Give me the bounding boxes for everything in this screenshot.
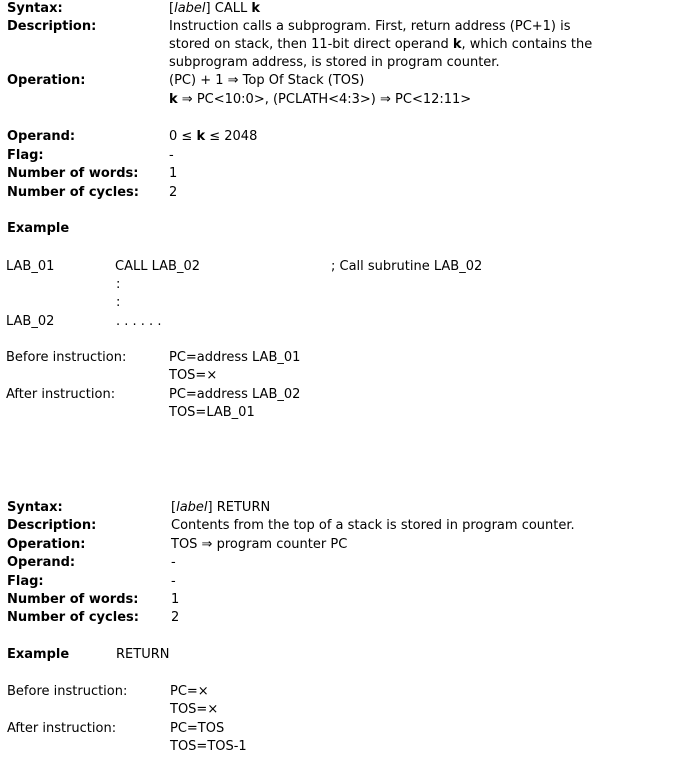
call-words-value: 1	[169, 166, 178, 181]
return-before-line1: PC=×	[170, 684, 209, 699]
call-flag-label: Flag:	[7, 148, 44, 163]
call-before-line2: TOS=×	[169, 368, 218, 383]
call-example-heading: Example	[7, 221, 70, 236]
call-words-label: Number of words:	[7, 166, 139, 181]
return-after-line1: PC=TOS	[170, 721, 225, 736]
call-after-line2: TOS=LAB_01	[169, 405, 255, 420]
call-operation-line2: k ⇒ PC<10:0>, (PCLATH<4:3>) ⇒ PC<12:11>	[169, 92, 472, 107]
call-description-line2: stored on stack, then 11-bit direct operand k, which contains the	[169, 37, 593, 52]
call-cycles-value: 2	[169, 185, 178, 200]
return-before-label: Before instruction:	[7, 684, 128, 699]
return-flag-value: -	[171, 574, 176, 589]
call-description-line1: Instruction calls a subprogram. First, return address (PC+1) is	[169, 19, 571, 34]
code-label-lab01: LAB_01	[6, 259, 55, 274]
return-example-instr: RETURN	[116, 647, 170, 662]
return-cycles-value: 2	[171, 610, 180, 625]
call-syntax-label: Syntax:	[7, 1, 63, 16]
return-after-label: After instruction:	[7, 721, 117, 736]
return-operand-label: Operand:	[7, 555, 76, 570]
call-operand-value: 0 ≤ k ≤ 2048	[169, 129, 258, 144]
label-word: label	[176, 500, 208, 515]
code-label-lab02: LAB_02	[6, 314, 55, 329]
return-syntax-label: Syntax:	[7, 500, 63, 515]
return-words-value: 1	[171, 592, 180, 607]
return-flag-label: Flag:	[7, 574, 44, 589]
call-before-line1: PC=address LAB_01	[169, 350, 301, 365]
call-flag-value: -	[169, 148, 174, 163]
call-after-line1: PC=address LAB_02	[169, 387, 301, 402]
return-syntax-value: [label] RETURN	[171, 500, 271, 515]
call-cycles-label: Number of cycles:	[7, 185, 139, 200]
return-cycles-label: Number of cycles:	[7, 610, 139, 625]
call-before-label: Before instruction:	[6, 350, 127, 365]
code-comment: ; Call subrutine LAB_02	[331, 259, 483, 274]
operand-k: k	[251, 1, 260, 16]
label-word: label	[174, 1, 206, 16]
return-words-label: Number of words:	[7, 592, 139, 607]
return-before-line2: TOS=×	[170, 702, 219, 717]
return-operand-value: -	[171, 555, 176, 570]
code-ellipsis-1: :	[116, 277, 121, 292]
code-instr-call: CALL LAB_02	[115, 259, 200, 274]
return-after-line2: TOS=TOS-1	[170, 739, 247, 754]
return-operation-line1: TOS ⇒ program counter PC	[171, 537, 348, 552]
return-description-label: Description:	[7, 518, 97, 533]
call-description-line3: subprogram address, is stored in program counter.	[169, 55, 500, 70]
call-syntax-value: [label] CALL k	[169, 1, 260, 16]
call-after-label: After instruction:	[6, 387, 116, 402]
return-description-line1: Contents from the top of a stack is stored in program counter.	[171, 518, 575, 533]
call-operation-label: Operation:	[7, 73, 86, 88]
code-instr-dots: . . . . . .	[116, 314, 162, 329]
call-operand-label: Operand:	[7, 129, 76, 144]
return-example-heading: Example	[7, 647, 70, 662]
code-ellipsis-2: :	[116, 295, 121, 310]
return-operation-label: Operation:	[7, 537, 86, 552]
call-operation-line1: (PC) + 1 ⇒ Top Of Stack (TOS)	[169, 73, 365, 88]
call-description-label: Description:	[7, 19, 97, 34]
